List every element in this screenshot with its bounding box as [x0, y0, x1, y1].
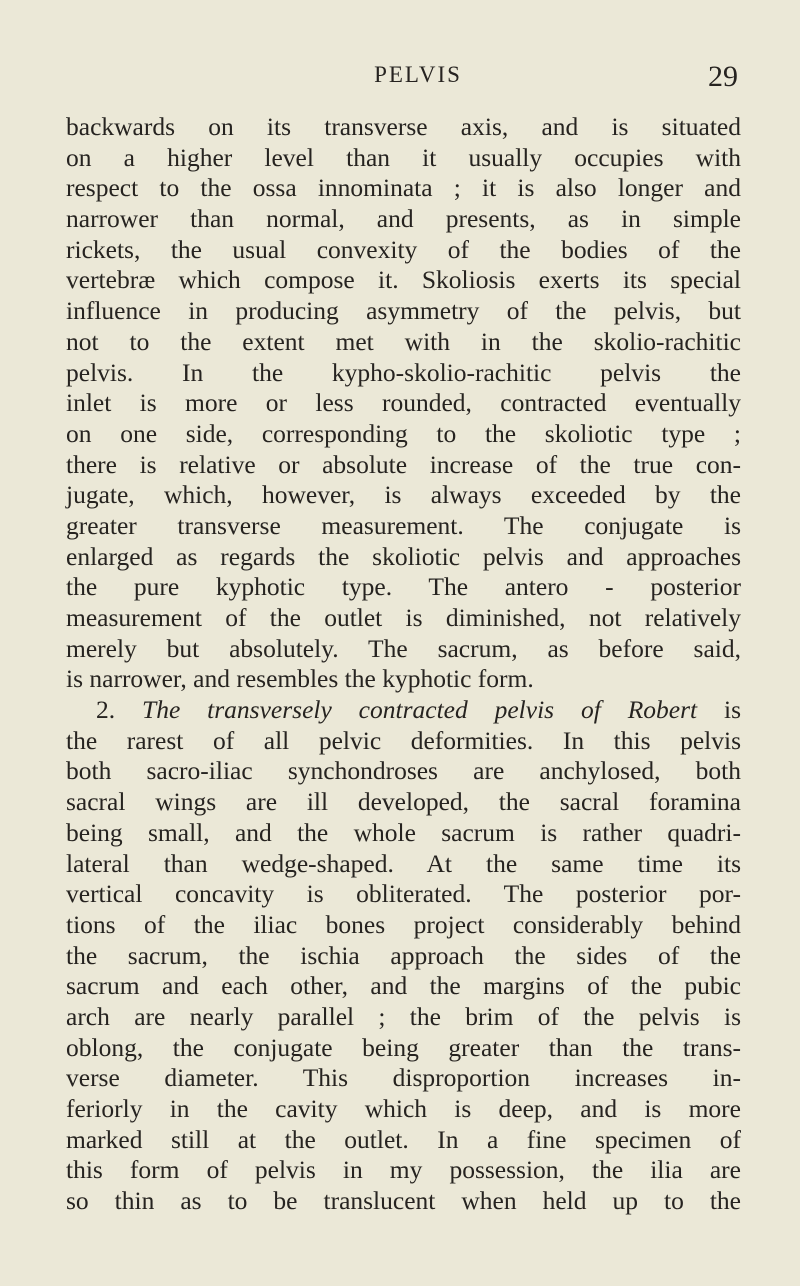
text-line: this form of pelvis in my possession, the ilia are — [66, 1155, 741, 1185]
text-line: the sacrum, the ischia approach the sides of the — [66, 940, 741, 970]
section-heading-italic: The transversely contracted pelvis of Robert — [142, 695, 698, 725]
text-line: oblong, the conjugate being greater than the trans- — [66, 1032, 741, 1062]
text-line: backwards on its transverse axis, and is situated — [66, 112, 741, 141]
page-number: 29 — [708, 60, 738, 93]
running-title: PELVIS — [374, 62, 462, 87]
text-line: on one side, corresponding to the skoliotic type ; — [66, 418, 741, 448]
text-line: jugate, which, however, is always exceeded by the — [66, 480, 741, 510]
text-line: not to the extent met with in the skolio-rachitic — [66, 326, 741, 356]
running-head — [68, 60, 768, 100]
text-line: sacrum and each other, and the margins of the pubic — [66, 971, 741, 1001]
text-line: influence in producing asymmetry of the pelvis, but — [66, 296, 741, 326]
text-line: is narrower, and resembles the kyphotic form. — [66, 664, 534, 694]
text-line: enlarged as regards the skoliotic pelvis and approaches — [66, 541, 741, 571]
text-line: vertical concavity is obliterated. The posterior por- — [66, 879, 741, 909]
text-line: greater transverse measurement. The conjugate is — [66, 510, 741, 540]
text-line: the pure kyphotic type. The antero - posterior — [66, 572, 741, 602]
text-line: measurement of the outlet is diminished, not relatively — [66, 603, 741, 632]
text-line: sacral wings are ill developed, the sacral foramina — [66, 787, 741, 817]
text-line: marked still at the outlet. In a fine specimen of — [66, 1124, 741, 1154]
text-line: feriorly in the cavity which is deep, and is more — [66, 1094, 741, 1123]
text-line: the rarest of all pelvic deformities. In this pelvis — [66, 725, 741, 755]
text-line: pelvis. In the kypho-skolio-rachitic pelvis the — [66, 357, 741, 387]
text-line: so thin as to be translucent when held up to the — [66, 1186, 741, 1216]
text-line: on a higher level than it usually occupies with — [66, 142, 741, 172]
text-line: being small, and the whole sacrum is rather quadri- — [66, 817, 741, 847]
text-line: arch are nearly parallel ; the brim of the pelvis is — [66, 1001, 741, 1031]
text-line: respect to the ossa innominata ; it is also longer and — [66, 173, 741, 203]
paragraph-number: 2. — [96, 695, 116, 725]
text-fragment: is — [724, 695, 742, 725]
text-line: verse diameter. This disproportion increases in- — [66, 1063, 741, 1093]
body-text — [66, 112, 741, 1217]
text-line: narrower than normal, and presents, as in simple — [66, 204, 741, 234]
text-line: lateral than wedge-shaped. At the same time its — [66, 848, 741, 878]
text-line: there is relative or absolute increase of the true con- — [66, 449, 741, 479]
text-line: vertebræ which compose it. Skoliosis exerts its special — [66, 265, 741, 295]
text-line: rickets, the usual convexity of the bodies of the — [66, 234, 741, 264]
text-line: tions of the iliac bones project considerably behind — [66, 909, 741, 939]
paragraph-2-first-line — [66, 695, 741, 726]
text-line: inlet is more or less rounded, contracted eventually — [66, 388, 741, 418]
text-line: merely but absolutely. The sacrum, as before said, — [66, 633, 741, 663]
text-line: both sacro-iliac synchondroses are anchylosed, both — [66, 756, 741, 786]
